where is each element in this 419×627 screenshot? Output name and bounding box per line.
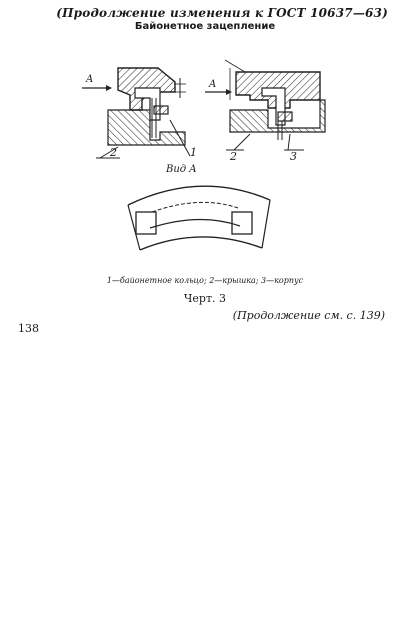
figure-caption: Черт. 3 bbox=[183, 292, 227, 305]
section-title: Байонетное зацепление bbox=[134, 21, 276, 32]
left-section-view bbox=[82, 68, 190, 158]
label-part-1: 1 bbox=[190, 146, 197, 159]
label-view-a: Вид A bbox=[166, 164, 197, 175]
bayonet-drawing bbox=[0, 0, 419, 280]
view-a-drawing bbox=[128, 186, 270, 250]
lug-left bbox=[136, 212, 156, 234]
figure-legend: 1—байонетное кольцо; 2—крышка; 3—корпус bbox=[106, 276, 304, 285]
right-section-view bbox=[205, 60, 325, 150]
page-number: 138 bbox=[18, 322, 39, 335]
label-part-2-right: 2 bbox=[230, 150, 237, 163]
seal-right bbox=[278, 112, 292, 121]
lug-right bbox=[232, 212, 252, 234]
label-arrow-a-left: A bbox=[86, 74, 94, 85]
label-arrow-a-right: A bbox=[209, 79, 217, 90]
continuation-header: (Продолжение изменения к ГОСТ 10637—63) bbox=[56, 6, 388, 20]
label-part-3: 3 bbox=[290, 150, 297, 163]
label-part-2-left: 2 bbox=[110, 146, 117, 159]
continued-note: (Продолжение см. с. 139) bbox=[232, 309, 385, 322]
housing-left bbox=[108, 110, 185, 145]
